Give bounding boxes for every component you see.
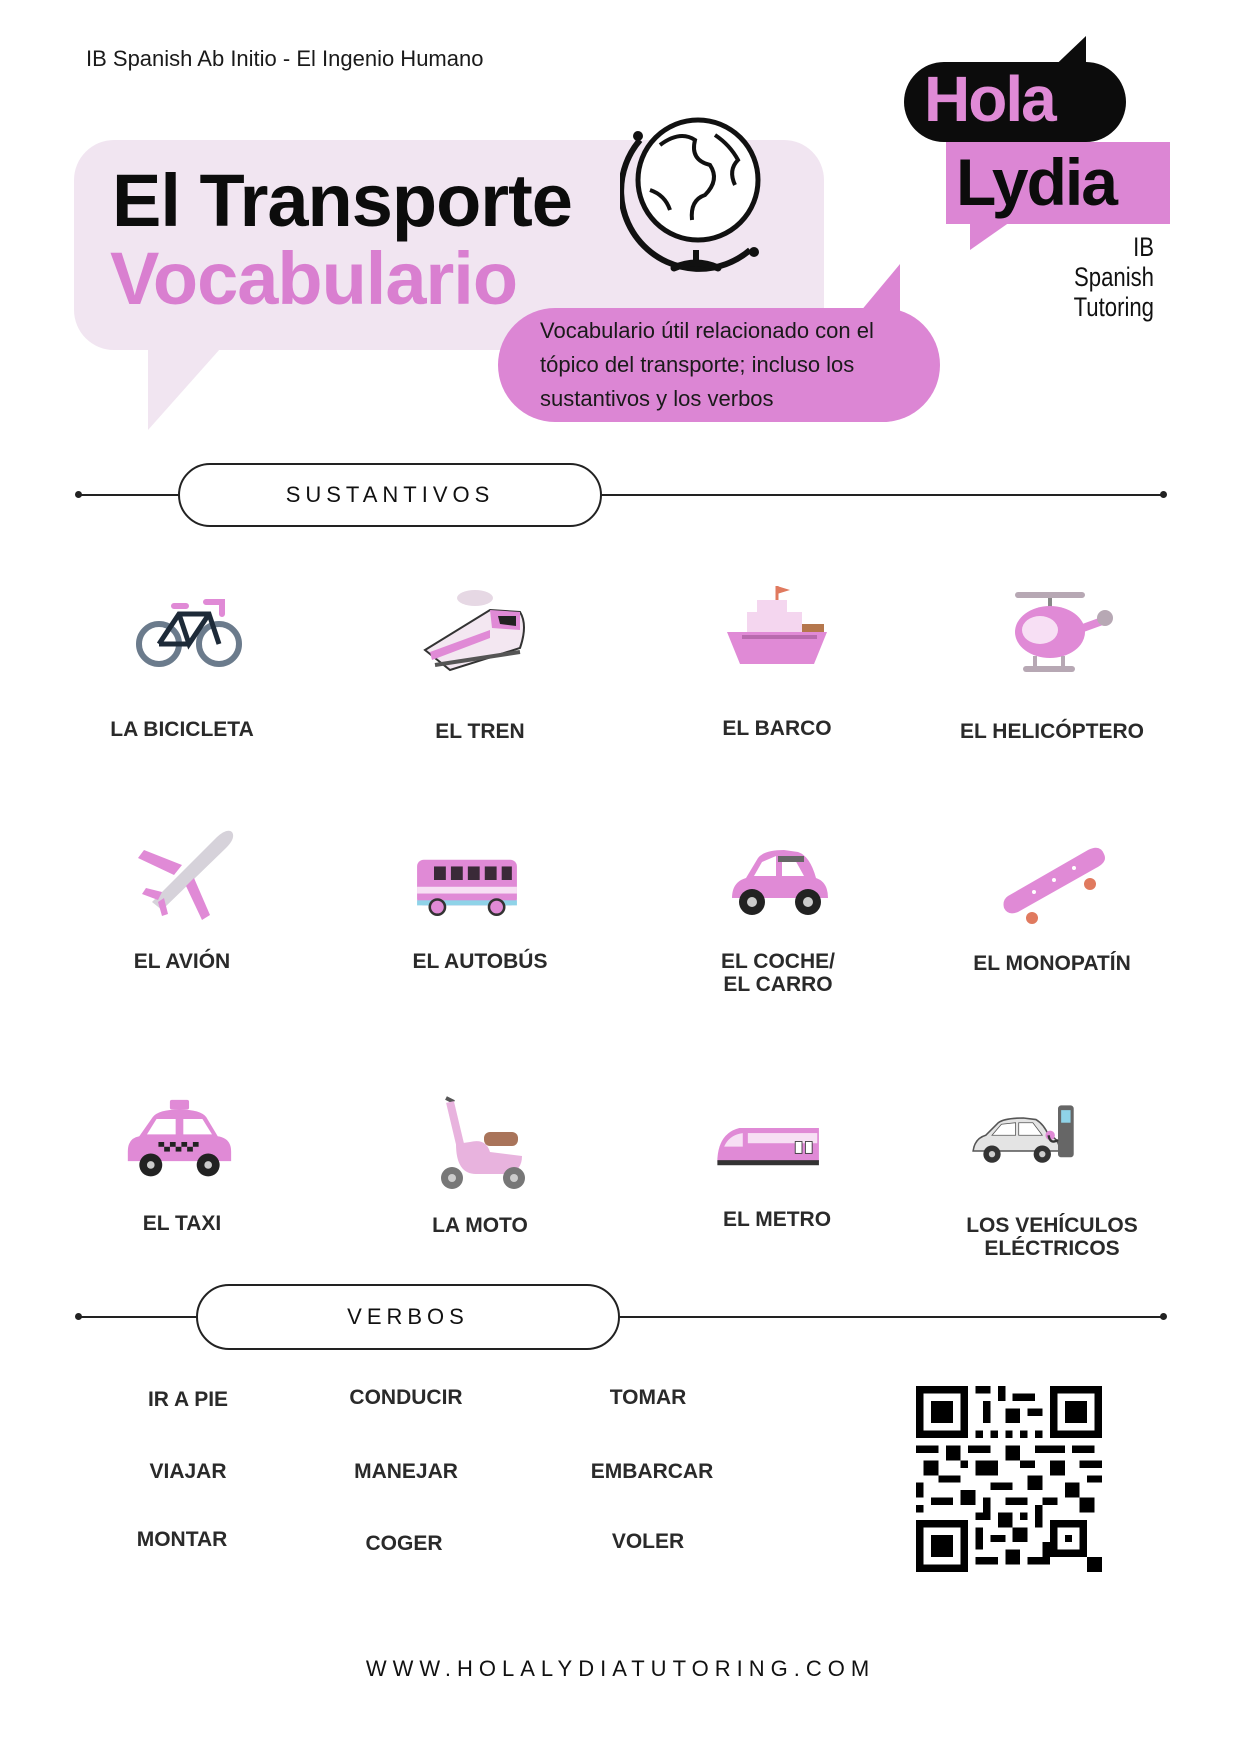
- noun-label-coche: [638, 950, 918, 996]
- logo-hola-text: Hola: [924, 63, 1055, 135]
- noun-label-barco: EL BARCO: [722, 717, 832, 740]
- airplane-icon: [132, 820, 242, 920]
- verb-coger: COGER: [365, 1532, 443, 1555]
- noun-label-coche-line2: EL CARRO: [723, 973, 833, 996]
- noun-label-autobus: EL AUTOBÚS: [412, 950, 548, 973]
- logo-subtitle: [1052, 232, 1154, 322]
- metro-icon: [714, 1100, 824, 1200]
- noun-label-avion: EL AVIÓN: [133, 950, 231, 973]
- verb-ir-a-pie: IR A PIE: [147, 1388, 229, 1411]
- divider-dot: [75, 1313, 82, 1320]
- electric-vehicle-icon: [970, 1090, 1080, 1190]
- footer-website[interactable]: WWW.HOLALYDIATUTORING.COM: [365, 1656, 876, 1681]
- noun-label-vehiculos-line1: LOS VEHÍCULOS: [966, 1214, 1138, 1237]
- bicycle-icon: [134, 584, 244, 684]
- description-text: Vocabulario útil relacionado con el tópico del transporte; incluso los sustantivos y los verbos: [540, 318, 874, 411]
- title-bubble-tail: [148, 340, 228, 430]
- noun-label-vehiculos-line2: ELÉCTRICOS: [984, 1237, 1120, 1260]
- noun-label-metro: EL METRO: [722, 1208, 832, 1231]
- noun-label-bicicleta: LA BICICLETA: [110, 718, 254, 741]
- boat-icon: [722, 582, 832, 682]
- helicopter-icon: [1005, 584, 1115, 684]
- noun-label-taxi: EL TAXI: [142, 1212, 222, 1235]
- logo-subtitle-line1: IB Spanish: [1073, 232, 1154, 292]
- noun-label-helicoptero: EL HELICÓPTERO: [960, 720, 1144, 743]
- divider-dot: [1160, 1313, 1167, 1320]
- skateboard-icon: [1000, 836, 1110, 936]
- page-subtitle: Vocabulario: [110, 237, 518, 320]
- verb-embarcar: EMBARCAR: [590, 1460, 714, 1483]
- noun-label-vehiculos-electricos: [912, 1214, 1192, 1260]
- verb-voler: VOLER: [611, 1530, 685, 1553]
- qr-code[interactable]: [916, 1386, 1102, 1572]
- bus-icon: [412, 830, 522, 930]
- scooter-icon: [426, 1092, 536, 1192]
- verb-manejar: MANEJAR: [354, 1460, 458, 1483]
- car-icon: [724, 832, 834, 932]
- logo-lydia-tail: [970, 222, 1010, 250]
- noun-label-moto: LA MOTO: [432, 1214, 528, 1237]
- taxi-icon: [124, 1092, 234, 1192]
- verb-montar: MONTAR: [136, 1528, 228, 1551]
- course-title: IB Spanish Ab Initio - El Ingenio Humano: [86, 46, 484, 71]
- noun-label-coche-line1: EL COCHE/: [721, 950, 835, 973]
- logo-lydia-text: Lydia: [956, 145, 1116, 219]
- train-icon: [420, 580, 530, 680]
- logo-subtitle-line2: Tutoring: [1073, 292, 1154, 322]
- verb-tomar: TOMAR: [609, 1386, 687, 1409]
- section-heading-verbs: VERBOS: [196, 1284, 620, 1350]
- noun-label-monopatin: EL MONOPATÍN: [973, 952, 1131, 975]
- globe-icon: [620, 100, 780, 280]
- section-heading-nouns: SUSTANTIVOS: [178, 463, 602, 527]
- verb-conducir: CONDUCIR: [349, 1386, 463, 1409]
- divider-dot: [1160, 491, 1167, 498]
- page-title: El Transporte: [112, 159, 572, 242]
- noun-label-tren: EL TREN: [435, 720, 525, 743]
- divider-dot: [75, 491, 82, 498]
- verb-viajar: VIAJAR: [149, 1460, 227, 1483]
